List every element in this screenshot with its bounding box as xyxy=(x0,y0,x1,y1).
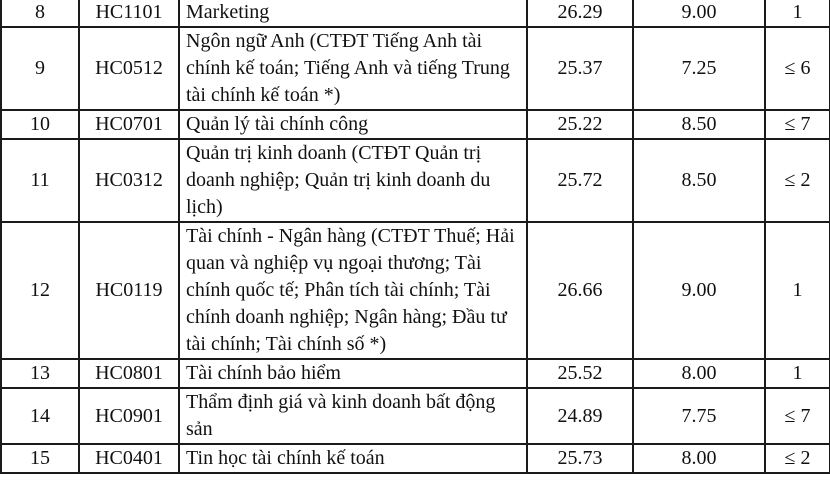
sub-criterion-score: 7.25 xyxy=(633,27,765,110)
row-number: 9 xyxy=(1,27,79,110)
sub-criterion-score: 8.50 xyxy=(633,110,765,139)
priority-order: ≤ 6 xyxy=(765,27,830,110)
program-name: Marketing xyxy=(179,0,527,27)
benchmark-score: 25.73 xyxy=(527,444,633,473)
program-name: Thẩm định giá và kinh doanh bất động sản xyxy=(179,388,527,444)
row-number: 13 xyxy=(1,359,79,388)
program-code: HC1101 xyxy=(79,0,179,27)
benchmark-score: 25.22 xyxy=(527,110,633,139)
table-row xyxy=(1,388,830,444)
table-row xyxy=(1,359,830,388)
priority-order: 1 xyxy=(765,0,830,27)
row-number: 14 xyxy=(1,388,79,444)
row-number: 10 xyxy=(1,110,79,139)
sub-criterion-score: 7.75 xyxy=(633,388,765,444)
row-number: 11 xyxy=(1,139,79,222)
program-code: HC0901 xyxy=(79,388,179,444)
priority-order: 1 xyxy=(765,359,830,388)
program-code: HC0401 xyxy=(79,444,179,473)
table-row xyxy=(1,139,830,222)
priority-order: ≤ 2 xyxy=(765,444,830,473)
benchmark-score: 26.66 xyxy=(527,222,633,359)
table-row xyxy=(1,222,830,359)
program-name: Quản trị kinh doanh (CTĐT Quản trị doanh nghiệp; Quản trị kinh doanh du lịch) xyxy=(179,139,527,222)
sub-criterion-score: 8.00 xyxy=(633,359,765,388)
sub-criterion-score: 8.00 xyxy=(633,444,765,473)
sub-criterion-score: 9.00 xyxy=(633,0,765,27)
benchmark-score: 25.72 xyxy=(527,139,633,222)
program-name: Tài chính - Ngân hàng (CTĐT Thuế; Hải quan và nghiệp vụ ngoại thương; Tài chính quốc tế; Phân tích tài chính; Tài chính doanh nghiệp; Ngân hàng; Đầu tư tài chính; Tài chính số *) xyxy=(179,222,527,359)
program-name: Tin học tài chính kế toán xyxy=(179,444,527,473)
program-code: HC0801 xyxy=(79,359,179,388)
sub-criterion-score: 9.00 xyxy=(633,222,765,359)
table-row xyxy=(1,444,830,473)
row-number: 15 xyxy=(1,444,79,473)
row-number: 8 xyxy=(1,0,79,27)
program-code: HC0119 xyxy=(79,222,179,359)
benchmark-score: 26.29 xyxy=(527,0,633,27)
priority-order: ≤ 7 xyxy=(765,388,830,444)
benchmark-score: 25.52 xyxy=(527,359,633,388)
benchmark-score: 24.89 xyxy=(527,388,633,444)
program-code: HC0512 xyxy=(79,27,179,110)
program-code: HC0701 xyxy=(79,110,179,139)
program-code: HC0312 xyxy=(79,139,179,222)
priority-order: ≤ 7 xyxy=(765,110,830,139)
priority-order: 1 xyxy=(765,222,830,359)
benchmark-score: 25.37 xyxy=(527,27,633,110)
program-name: Tài chính bảo hiểm xyxy=(179,359,527,388)
sub-criterion-score: 8.50 xyxy=(633,139,765,222)
program-name: Quản lý tài chính công xyxy=(179,110,527,139)
table-row xyxy=(1,110,830,139)
table-row xyxy=(1,27,830,110)
priority-order: ≤ 2 xyxy=(765,139,830,222)
row-number: 12 xyxy=(1,222,79,359)
program-name: Ngôn ngữ Anh (CTĐT Tiếng Anh tài chính kế toán; Tiếng Anh và tiếng Trung tài chính kế toán *) xyxy=(179,27,527,110)
table-row xyxy=(1,0,830,27)
